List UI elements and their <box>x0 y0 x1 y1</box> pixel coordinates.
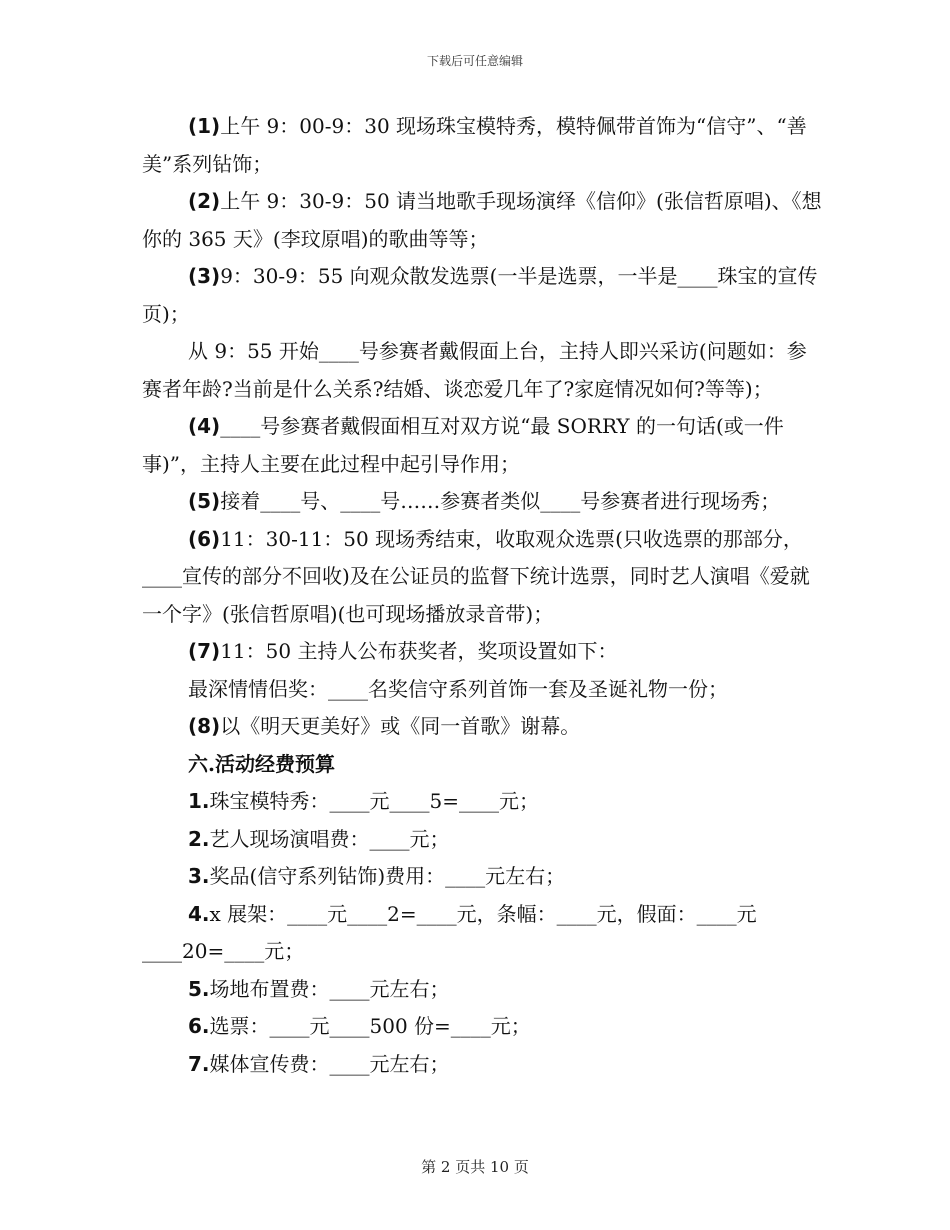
item-number: 2. <box>188 826 210 851</box>
item-number: (5) <box>188 489 221 513</box>
item-text: 从 9：55 开始____号参赛者戴假面上台，主持人即兴采访(问题如：参赛者年龄?当前是什么关系?结婚、谈恋爱几年了?家庭情况如何?等等)； <box>142 339 807 401</box>
schedule-item-7 <box>142 633 822 671</box>
schedule-item-5 <box>142 483 822 521</box>
item-text: 场地布置费：____元左右； <box>209 976 450 1001</box>
item-text: 11：50 主持人公布获奖者，奖项设置如下： <box>220 639 618 663</box>
item-number: 3. <box>188 864 210 888</box>
item-text: 上午 9：30-9：50 请当地歌手现场演绎《信仰》(张信哲原唱)、《想你的 365 天》(李玟原唱)的歌曲等等； <box>142 189 822 251</box>
schedule-item-6 <box>142 521 822 634</box>
item-number: (7) <box>188 639 221 663</box>
item-text: 艺人现场演唱费：____元； <box>209 826 450 851</box>
award-setting <box>142 671 822 709</box>
schedule-item-1 <box>142 108 822 183</box>
budget-item-4 <box>142 896 822 971</box>
item-number: 5. <box>188 976 210 1001</box>
item-text: 接着____号、____号……参赛者类似____号参赛者进行现场秀； <box>220 489 781 513</box>
item-number: 7. <box>188 1051 210 1076</box>
schedule-item-2 <box>142 183 822 258</box>
item-text: 珠宝模特秀：____元____5=____元； <box>209 789 539 813</box>
budget-item-6 <box>142 1008 822 1046</box>
schedule-item-3 <box>142 258 822 333</box>
item-text: x 展架：____元____2=____元，条幅：____元，假面：____元____20=____元； <box>142 901 757 963</box>
page-number: 第 2 页共 10 页 <box>421 1158 529 1176</box>
item-text: 11：30-11：50 现场秀结束，收取观众选票(只收选票的那部分，____宣传的部分不回收)及在公证员的监督下统计选票，同时艺人演唱《爱就一个字》(张信哲原唱)(也可现场播放录音带)； <box>142 526 810 626</box>
schedule-item-4 <box>142 408 822 483</box>
budget-item-7 <box>142 1046 822 1084</box>
item-number: 6. <box>188 1014 210 1038</box>
budget-item-3 <box>142 858 822 896</box>
budget-item-1 <box>142 783 822 821</box>
item-number: (1) <box>188 114 221 138</box>
item-number: (4) <box>188 414 221 438</box>
item-number: (8) <box>188 714 221 738</box>
item-number: 1. <box>188 789 210 813</box>
item-text: 最深情情侣奖：____名奖信守系列首饰一套及圣诞礼物一份； <box>188 676 728 701</box>
section-heading: 六.活动经费预算 <box>188 751 335 776</box>
item-text: 9：30-9：55 向观众散发选票(一半是选票，一半是____珠宝的宣传页)； <box>142 264 818 326</box>
schedule-item-8 <box>142 708 822 746</box>
page-header-note: 下载后可任意编辑 <box>426 54 523 68</box>
document-body <box>142 108 822 1083</box>
item-text: 选票：____元____500 份=____元； <box>209 1014 531 1038</box>
item-number: 4. <box>188 901 210 926</box>
item-text: ____号参赛者戴假面相互对双方说“最 SORRY 的一句话(或一件事)”，主持人主要在此过程中起引导作用； <box>142 414 784 476</box>
item-number: (3) <box>188 264 221 288</box>
item-text: 媒体宣传费：____元左右； <box>209 1051 450 1076</box>
item-text: 奖品(信守系列钻饰)费用：____元左右； <box>209 864 566 888</box>
budget-item-2 <box>142 821 822 859</box>
item-text: 以《明天更美好》或《同一首歌》谢幕。 <box>220 714 581 738</box>
item-number: (6) <box>188 526 221 551</box>
item-number: (2) <box>188 189 221 213</box>
schedule-item-3-detail <box>142 333 822 408</box>
item-text: 上午 9：00-9：30 现场珠宝模特秀，模特佩带首饰为“信守”、“善美”系列钻饰； <box>142 114 807 176</box>
budget-item-5 <box>142 971 822 1009</box>
